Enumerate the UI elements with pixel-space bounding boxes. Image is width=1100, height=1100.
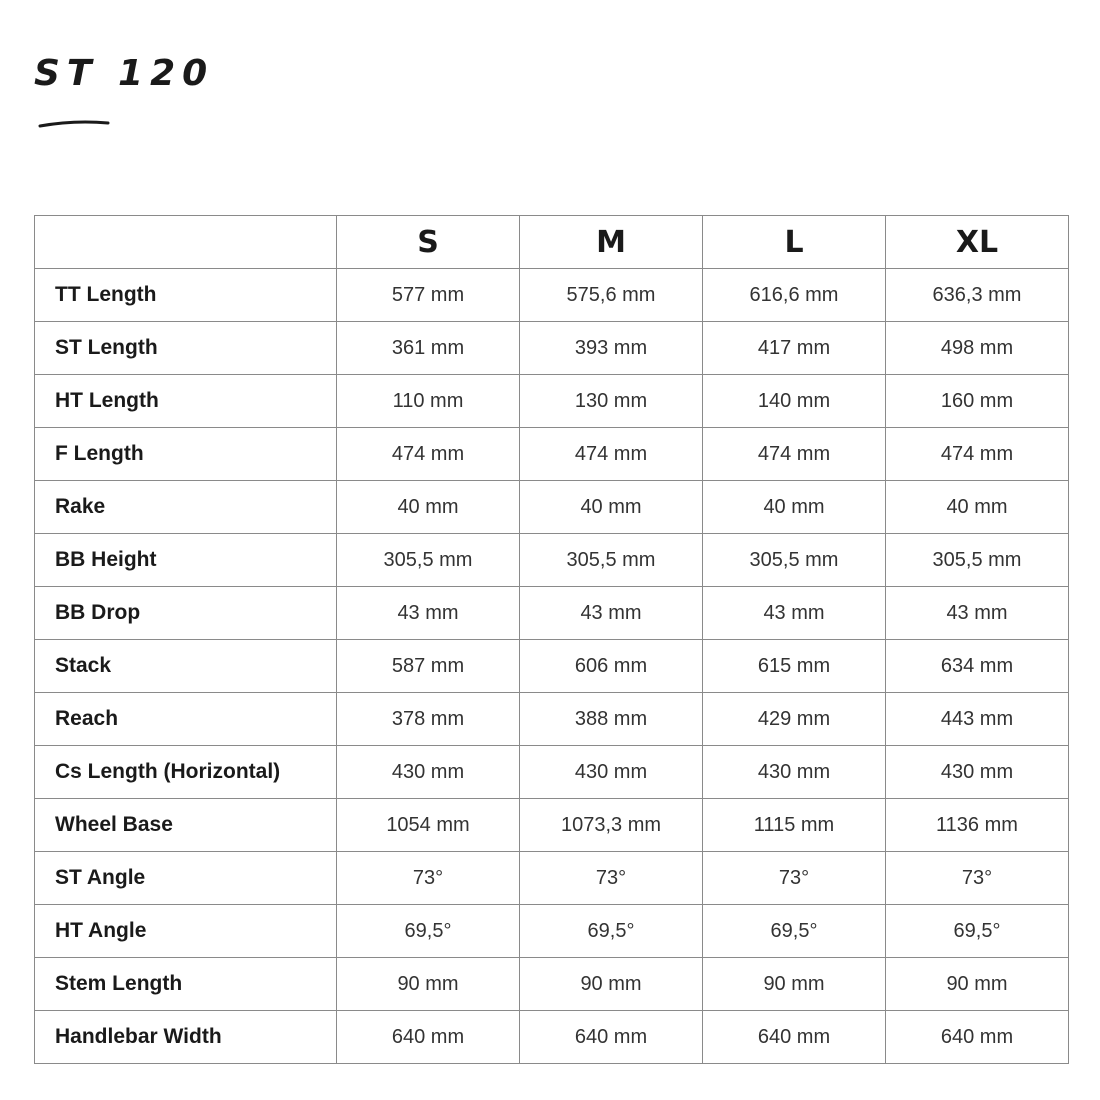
table-cell: 616,6 mm: [703, 269, 886, 322]
table-cell: 474 mm: [337, 428, 520, 481]
row-label: Reach: [35, 693, 337, 746]
table-cell: 110 mm: [337, 375, 520, 428]
table-body: [35, 269, 1069, 1064]
header-size-s: S: [337, 216, 520, 269]
table-cell: 69,5°: [703, 905, 886, 958]
table-row: [35, 269, 1069, 322]
table-cell: 388 mm: [520, 693, 703, 746]
row-label: Rake: [35, 481, 337, 534]
table-cell: 43 mm: [886, 587, 1069, 640]
table-cell: 69,5°: [520, 905, 703, 958]
table-cell: 429 mm: [703, 693, 886, 746]
table-cell: 640 mm: [886, 1011, 1069, 1064]
row-label: BB Drop: [35, 587, 337, 640]
table-cell: 378 mm: [337, 693, 520, 746]
geometry-table: [34, 215, 1069, 1064]
table-cell: 443 mm: [886, 693, 1069, 746]
table-cell: 73°: [520, 852, 703, 905]
table-row: [35, 958, 1069, 1011]
table-row: [35, 799, 1069, 852]
title-underline-stroke: [38, 114, 112, 134]
table-cell: 430 mm: [337, 746, 520, 799]
table-row: [35, 746, 1069, 799]
row-label: Wheel Base: [35, 799, 337, 852]
row-label: HT Angle: [35, 905, 337, 958]
table-cell: 69,5°: [337, 905, 520, 958]
table-cell: 417 mm: [703, 322, 886, 375]
table-row: [35, 587, 1069, 640]
row-label: Cs Length (Horizontal): [35, 746, 337, 799]
table-cell: 1115 mm: [703, 799, 886, 852]
table-header-row: [35, 216, 1069, 269]
table-cell: 43 mm: [520, 587, 703, 640]
table-cell: 43 mm: [337, 587, 520, 640]
header-size-l: L: [703, 216, 886, 269]
table-row: [35, 852, 1069, 905]
table-cell: 474 mm: [886, 428, 1069, 481]
table-cell: 305,5 mm: [886, 534, 1069, 587]
row-label: Stem Length: [35, 958, 337, 1011]
table-cell: 606 mm: [520, 640, 703, 693]
table-cell: 305,5 mm: [703, 534, 886, 587]
page-title: ST 120: [34, 53, 215, 94]
table-row: [35, 375, 1069, 428]
table-cell: 1054 mm: [337, 799, 520, 852]
table-cell: 90 mm: [337, 958, 520, 1011]
table-row: [35, 534, 1069, 587]
table-cell: 575,6 mm: [520, 269, 703, 322]
table-cell: 73°: [886, 852, 1069, 905]
table-cell: 636,3 mm: [886, 269, 1069, 322]
row-label: BB Height: [35, 534, 337, 587]
table-row: [35, 428, 1069, 481]
table-cell: 474 mm: [520, 428, 703, 481]
table-cell: 90 mm: [886, 958, 1069, 1011]
table-cell: 1073,3 mm: [520, 799, 703, 852]
row-label: TT Length: [35, 269, 337, 322]
table-cell: 160 mm: [886, 375, 1069, 428]
table-row: [35, 905, 1069, 958]
table-cell: 90 mm: [703, 958, 886, 1011]
table-cell: 640 mm: [337, 1011, 520, 1064]
row-label: ST Length: [35, 322, 337, 375]
header-corner-cell: [35, 216, 337, 269]
table-cell: 587 mm: [337, 640, 520, 693]
table-cell: 498 mm: [886, 322, 1069, 375]
table-row: [35, 481, 1069, 534]
table-cell: 305,5 mm: [520, 534, 703, 587]
row-label: ST Angle: [35, 852, 337, 905]
row-label: HT Length: [35, 375, 337, 428]
table-cell: 393 mm: [520, 322, 703, 375]
table-cell: 474 mm: [703, 428, 886, 481]
header-size-xl: XL: [886, 216, 1069, 269]
row-label: F Length: [35, 428, 337, 481]
table-cell: 634 mm: [886, 640, 1069, 693]
table-cell: 1136 mm: [886, 799, 1069, 852]
table-row: [35, 693, 1069, 746]
table-cell: 140 mm: [703, 375, 886, 428]
table-cell: 40 mm: [886, 481, 1069, 534]
table-cell: 640 mm: [520, 1011, 703, 1064]
table-cell: 69,5°: [886, 905, 1069, 958]
table-cell: 430 mm: [703, 746, 886, 799]
table-cell: 430 mm: [520, 746, 703, 799]
table-cell: 40 mm: [703, 481, 886, 534]
table-cell: 640 mm: [703, 1011, 886, 1064]
table-cell: 73°: [337, 852, 520, 905]
table-row: [35, 640, 1069, 693]
table-cell: 305,5 mm: [337, 534, 520, 587]
table-cell: 40 mm: [520, 481, 703, 534]
table-row: [35, 1011, 1069, 1064]
header-size-m: M: [520, 216, 703, 269]
table-cell: 430 mm: [886, 746, 1069, 799]
table-cell: 361 mm: [337, 322, 520, 375]
table-cell: 577 mm: [337, 269, 520, 322]
table-cell: 90 mm: [520, 958, 703, 1011]
table-row: [35, 322, 1069, 375]
row-label: Stack: [35, 640, 337, 693]
table-cell: 73°: [703, 852, 886, 905]
table-cell: 40 mm: [337, 481, 520, 534]
table-cell: 615 mm: [703, 640, 886, 693]
row-label: Handlebar Width: [35, 1011, 337, 1064]
table-cell: 130 mm: [520, 375, 703, 428]
table-cell: 43 mm: [703, 587, 886, 640]
